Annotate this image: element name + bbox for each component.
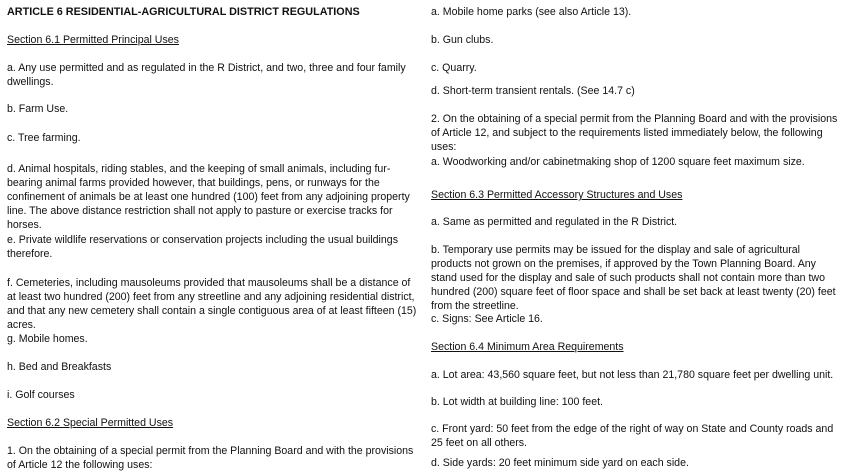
item-6-3-a: a. Same as permitted and regulated in the R District. [431,216,678,228]
item-6-4-b: b. Lot width at building line: 100 feet. [431,396,603,408]
item-6-1-f: f. Cemeteries, including mausoleums provided that mausoleums shall be a distance of at least two hundred (200) feet from any streetline and any adjoining residential district, and that any new cemetery shall contain a single contiguous area of at least fifteen (15) acres. [7,277,417,331]
item-6-2-1-c: c. Quarry. [431,62,477,74]
item-6-2-1: 1. On the obtaining of a special permit from the Planning Board and with the provisions of Article 12 the following uses: [7,445,414,471]
item-6-4-d: d. Side yards: 20 feet minimum side yard on each side. [431,457,689,469]
item-6-2-2: 2. On the obtaining of a special permit from the Planning Board and with the provisions of Article 12, and subject to the requirements listed immediately below, the following uses: [431,113,838,153]
item-6-1-d: d. Animal hospitals, riding stables, and the keeping of small animals, including fur-bearing animal farms provided however, that buildings, pens, or runways for the confinement of animals be at least one hundred (100) feet from any adjoining property line. The above distance restriction shall not apply to pasture or exercise tracks for horses. [7,163,410,231]
item-6-2-1-b: b. Gun clubs. [431,34,494,46]
article-title: ARTICLE 6 RESIDENTIAL-AGRICULTURAL DISTRICT REGULATIONS [7,6,360,18]
item-6-2-1-a: a. Mobile home parks (see also Article 13). [431,6,632,18]
item-6-1-i: i. Golf courses [7,389,75,401]
item-6-4-c: c. Front yard: 50 feet from the edge of the right of way on State and County roads and 25 feet on all others. [431,423,834,449]
item-6-1-h: h. Bed and Breakfasts [7,361,112,373]
item-6-2-1-d: d. Short-term transient rentals. (See 14.7 c) [431,85,635,97]
item-6-1-b: b. Farm Use. [7,103,69,115]
section-6-1-heading: Section 6.1 Permitted Principal Uses [7,34,179,46]
item-6-3-c: c. Signs: See Article 16. [431,313,543,325]
item-6-4-a: a. Lot area: 43,560 square feet, but not less than 21,780 square feet per dwelling unit. [431,369,834,381]
item-6-1-a: a. Any use permitted and as regulated in the R District, and two, three and four family dwellings. [7,62,406,88]
section-6-3-heading: Section 6.3 Permitted Accessory Structures and Uses [431,189,683,201]
section-6-2-heading: Section 6.2 Special Permitted Uses [7,417,174,429]
item-6-1-g: g. Mobile homes. [7,333,88,345]
item-6-1-e: e. Private wildlife reservations or conservation projects including the usual buildings therefore. [7,234,398,260]
item-6-2-2-a: a. Woodworking and/or cabinetmaking shop of 1200 square feet maximum size. [431,156,805,168]
item-6-1-c: c. Tree farming. [7,132,81,144]
section-6-4-heading: Section 6.4 Minimum Area Requirements [431,341,624,353]
item-6-3-b: b. Temporary use permits may be issued for the display and sale of agricultural products not grown on the premises, if approved by the Town Planning Board. Any stand used for the display and sale of such products shall not contain more than two hundred (200) square feet of floor space and shall be set back at least twenty (20) feet from the streetline. [431,244,836,312]
